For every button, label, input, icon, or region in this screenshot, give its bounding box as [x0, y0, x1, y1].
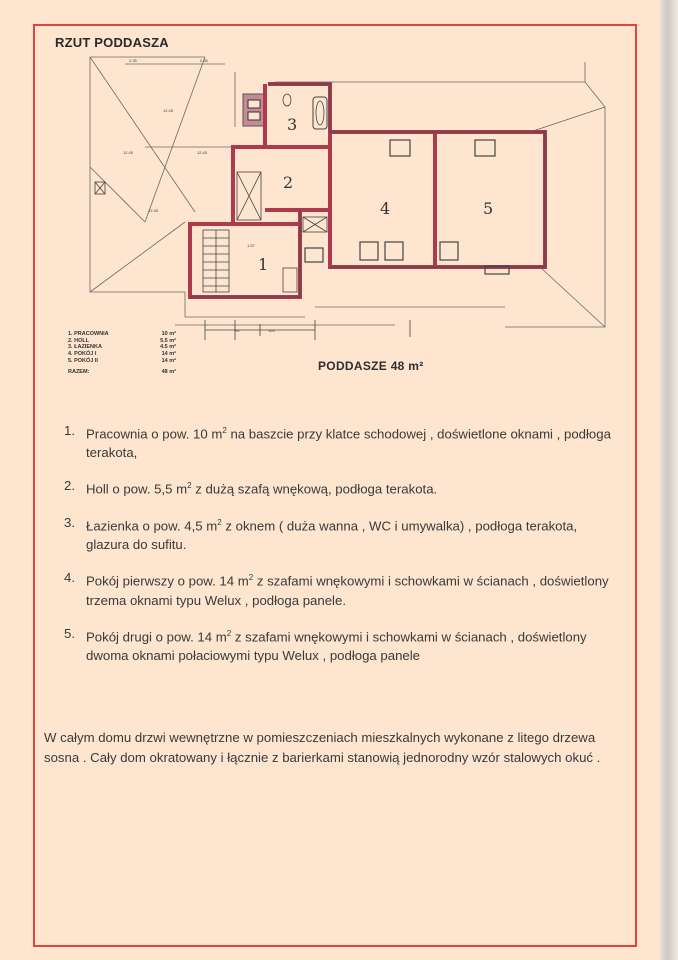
room-number: 1 — [258, 255, 269, 274]
legend-room-area: 14 m² — [161, 357, 176, 364]
list-item — [64, 568, 624, 609]
list-text-start: Pokój drugi o pow. 14 m — [86, 628, 227, 644]
list-text-end: z oknem ( duża wanna , WC i umywalka) , podłoga terakota, glazura do sufitu. — [86, 518, 578, 553]
room-description-list — [64, 421, 624, 679]
list-number: 2. — [64, 478, 75, 494]
list-item — [64, 513, 624, 554]
legend-room-name: 3. ŁAZIENKA — [68, 344, 102, 351]
dimension-label: 165 — [268, 328, 275, 333]
list-text — [86, 476, 624, 498]
room-number: 5 — [483, 199, 494, 218]
superscript: 2 — [217, 517, 222, 527]
dimension-label: 12.45 — [163, 108, 174, 113]
list-text — [86, 624, 624, 665]
superscript: 2 — [226, 628, 232, 638]
list-text-start: Łazienka o pow. 4,5 m — [86, 518, 218, 534]
legend-room-area: 5.5 m² — [160, 337, 176, 344]
legend-room-area: 14 m² — [161, 351, 176, 358]
list-item — [64, 624, 624, 665]
dimension-label: 12.45 — [197, 150, 208, 155]
legend-row — [68, 358, 176, 365]
list-text-end: z szafami wnękowymi i schowkami w ścianach , doświetlony trzema oknami typu Welux , podłoga panele. — [86, 573, 609, 608]
legend-total-label: RAZEM: — [68, 368, 90, 375]
list-number: 3. — [64, 514, 75, 530]
dimension-label: 2.35 — [200, 58, 208, 63]
legend-row — [68, 331, 176, 338]
list-number: 5. — [64, 625, 75, 641]
list-item — [64, 476, 624, 498]
legend-room-name: 5. POKÓJ II — [68, 357, 98, 364]
dimension-label: 12.45 — [123, 150, 134, 155]
room-number: 3 — [287, 115, 298, 134]
dimension-label: 1.57 — [247, 243, 255, 248]
list-number: 1. — [64, 423, 75, 438]
list-text-start: Pokój pierwszy o pow. 14 m — [86, 573, 249, 589]
list-number: 4. — [64, 570, 75, 586]
superscript: 2 — [187, 481, 192, 491]
dimension-label: 95 — [235, 328, 240, 333]
legend-room-name: 2. HOLL — [68, 337, 90, 344]
room-number: 4 — [380, 199, 391, 218]
list-text — [86, 513, 624, 554]
list-text-end: z szafami wnękowymi i schowkami w ścianach , doświetlony dwoma oknami połaciowymi typu Welux , podłoga panele — [86, 628, 587, 663]
page-title: RZUT PODDASZA — [55, 35, 169, 50]
list-text-end: na baszcie przy klatce schodowej , doświetlone oknami , podłoga terakota, — [86, 426, 611, 461]
list-text-start: Holl o pow. 5,5 m — [86, 481, 188, 497]
room-number: 2 — [283, 173, 294, 192]
list-text-start: Pracownia o pow. 10 m — [86, 426, 223, 442]
legend-total-value: 48 m² — [161, 368, 176, 375]
dimension-label: 12.45 — [148, 208, 159, 213]
legend-total-row — [68, 369, 176, 376]
dimension-label: 2.35 — [129, 58, 137, 63]
area-legend — [68, 331, 176, 375]
page-edge — [660, 0, 678, 960]
superscript: 2 — [222, 426, 227, 435]
legend-room-area: 10 m² — [161, 331, 176, 337]
legend-room-name: 4. POKÓJ I — [68, 351, 97, 358]
closing-note: W całym domu drzwi wewnętrzne w pomieszczeniach mieszkalnych wykonane z litego drzewa sosna . Cały dom okratowany i łącznie z barierkami stanowią jednorodny wzór stalowych okuć . — [44, 730, 601, 765]
list-text — [86, 568, 624, 609]
list-text — [86, 421, 624, 462]
list-text-end: z dużą szafą wnękową, podłoga terakota. — [191, 481, 438, 497]
legend-row — [68, 351, 176, 358]
list-item — [64, 421, 624, 462]
legend-room-area: 4.5 m² — [160, 344, 176, 351]
legend-room-name: 1. PRACOWNIA — [68, 331, 109, 337]
plan-caption: PODDASZE 48 m² — [318, 359, 424, 373]
superscript: 2 — [248, 573, 254, 583]
